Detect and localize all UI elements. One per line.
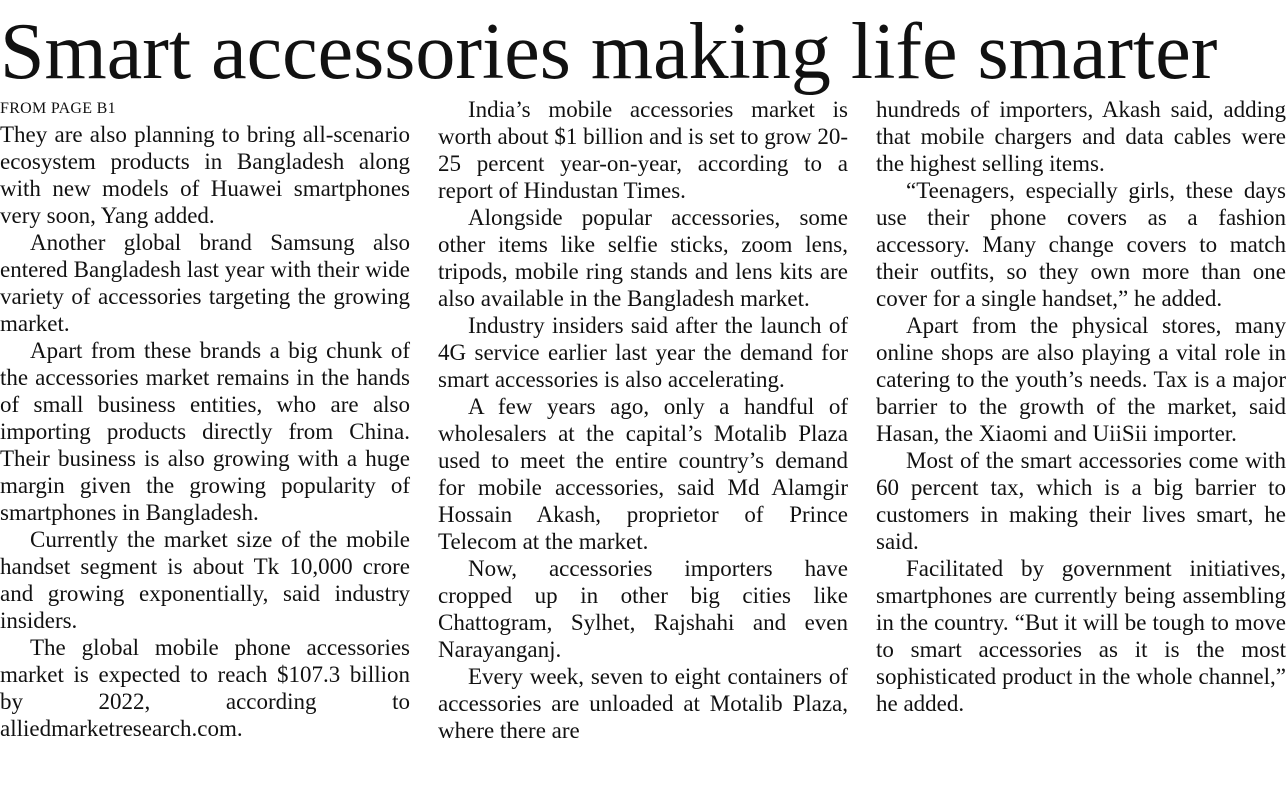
article-paragraph: They are also planning to bring all-scenario ecosystem products in Bangladesh along with new models of Huawei smartphones very soon, Yang added. [0, 122, 410, 228]
article-paragraph: Alongside popular accessories, some other items like selfie sticks, zoom lens, tripods, mobile ring stands and lens kits are also available in the Bangladesh market. [438, 205, 848, 311]
article-paragraph: Apart from the physical stores, many online shops are also playing a vital role in catering to the youth’s needs. Tax is a major barrier to the growth of the market, said Hasan, the Xiaomi and UiiSii importer. [876, 313, 1286, 446]
article-paragraph: The global mobile phone accessories market is expected to reach $107.3 billion by 2022, according to alliedmarketresearch.com. [0, 635, 410, 741]
article-paragraph: Facilitated by government initiatives, smartphones are currently being assembling in the country. “But it will be tough to move to smart accessories as it is the most sophisticated product in the whole channel,” he added. [876, 556, 1286, 716]
article-paragraph: Apart from these brands a big chunk of the accessories market remains in the hands of small business entities, who are also importing products directly from China. Their business is also growing with a huge margin given the growing popularity of smartphones in Bangladesh. [0, 338, 410, 525]
article-paragraph: Most of the smart accessories come with 60 percent tax, which is a big barrier to customers in making their lives smart, he said. [876, 448, 1286, 554]
continuation-kicker: FROM PAGE B1 [0, 100, 116, 117]
article-column-3 [876, 96, 1286, 717]
article-paragraph: Now, accessories importers have cropped up in other big cities like Chattogram, Sylhet, Rajshahi and even Narayanganj. [438, 556, 848, 662]
article-column-1 [0, 96, 410, 742]
article-paragraph-split-start: Every week, seven to eight containers of accessories are unloaded at Motalib Plaza, where there are [438, 664, 848, 743]
headline: Smart accessories making life smarter [0, 8, 1218, 96]
article-paragraph: Another global brand Samsung also entered Bangladesh last year with their wide variety of accessories targeting the growing market. [0, 230, 410, 336]
article-paragraph: Industry insiders said after the launch of 4G service earlier last year the demand for smart accessories is also accelerating. [438, 313, 848, 392]
article-paragraph: India’s mobile accessories market is worth about $1 billion and is set to grow 20-25 percent year-on-year, according to a report of Hindustan Times. [438, 97, 848, 203]
article-paragraph: A few years ago, only a handful of wholesalers at the capital’s Motalib Plaza used to meet the entire country’s demand for mobile accessories, said Md Alamgir Hossain Akash, proprietor of Prince Telecom at the market. [438, 394, 848, 554]
article-paragraph-split-end: hundreds of importers, Akash said, adding that mobile chargers and data cables were the highest selling items. [876, 97, 1286, 176]
article-paragraph: Currently the market size of the mobile handset segment is about Tk 10,000 crore and growing exponentially, said industry insiders. [0, 527, 410, 633]
article-column-2 [438, 96, 848, 744]
article-paragraph: “Teenagers, especially girls, these days use their phone covers as a fashion accessory. Many change covers to match their outfits, so they own more than one cover for a single handset,” he added. [876, 178, 1286, 311]
